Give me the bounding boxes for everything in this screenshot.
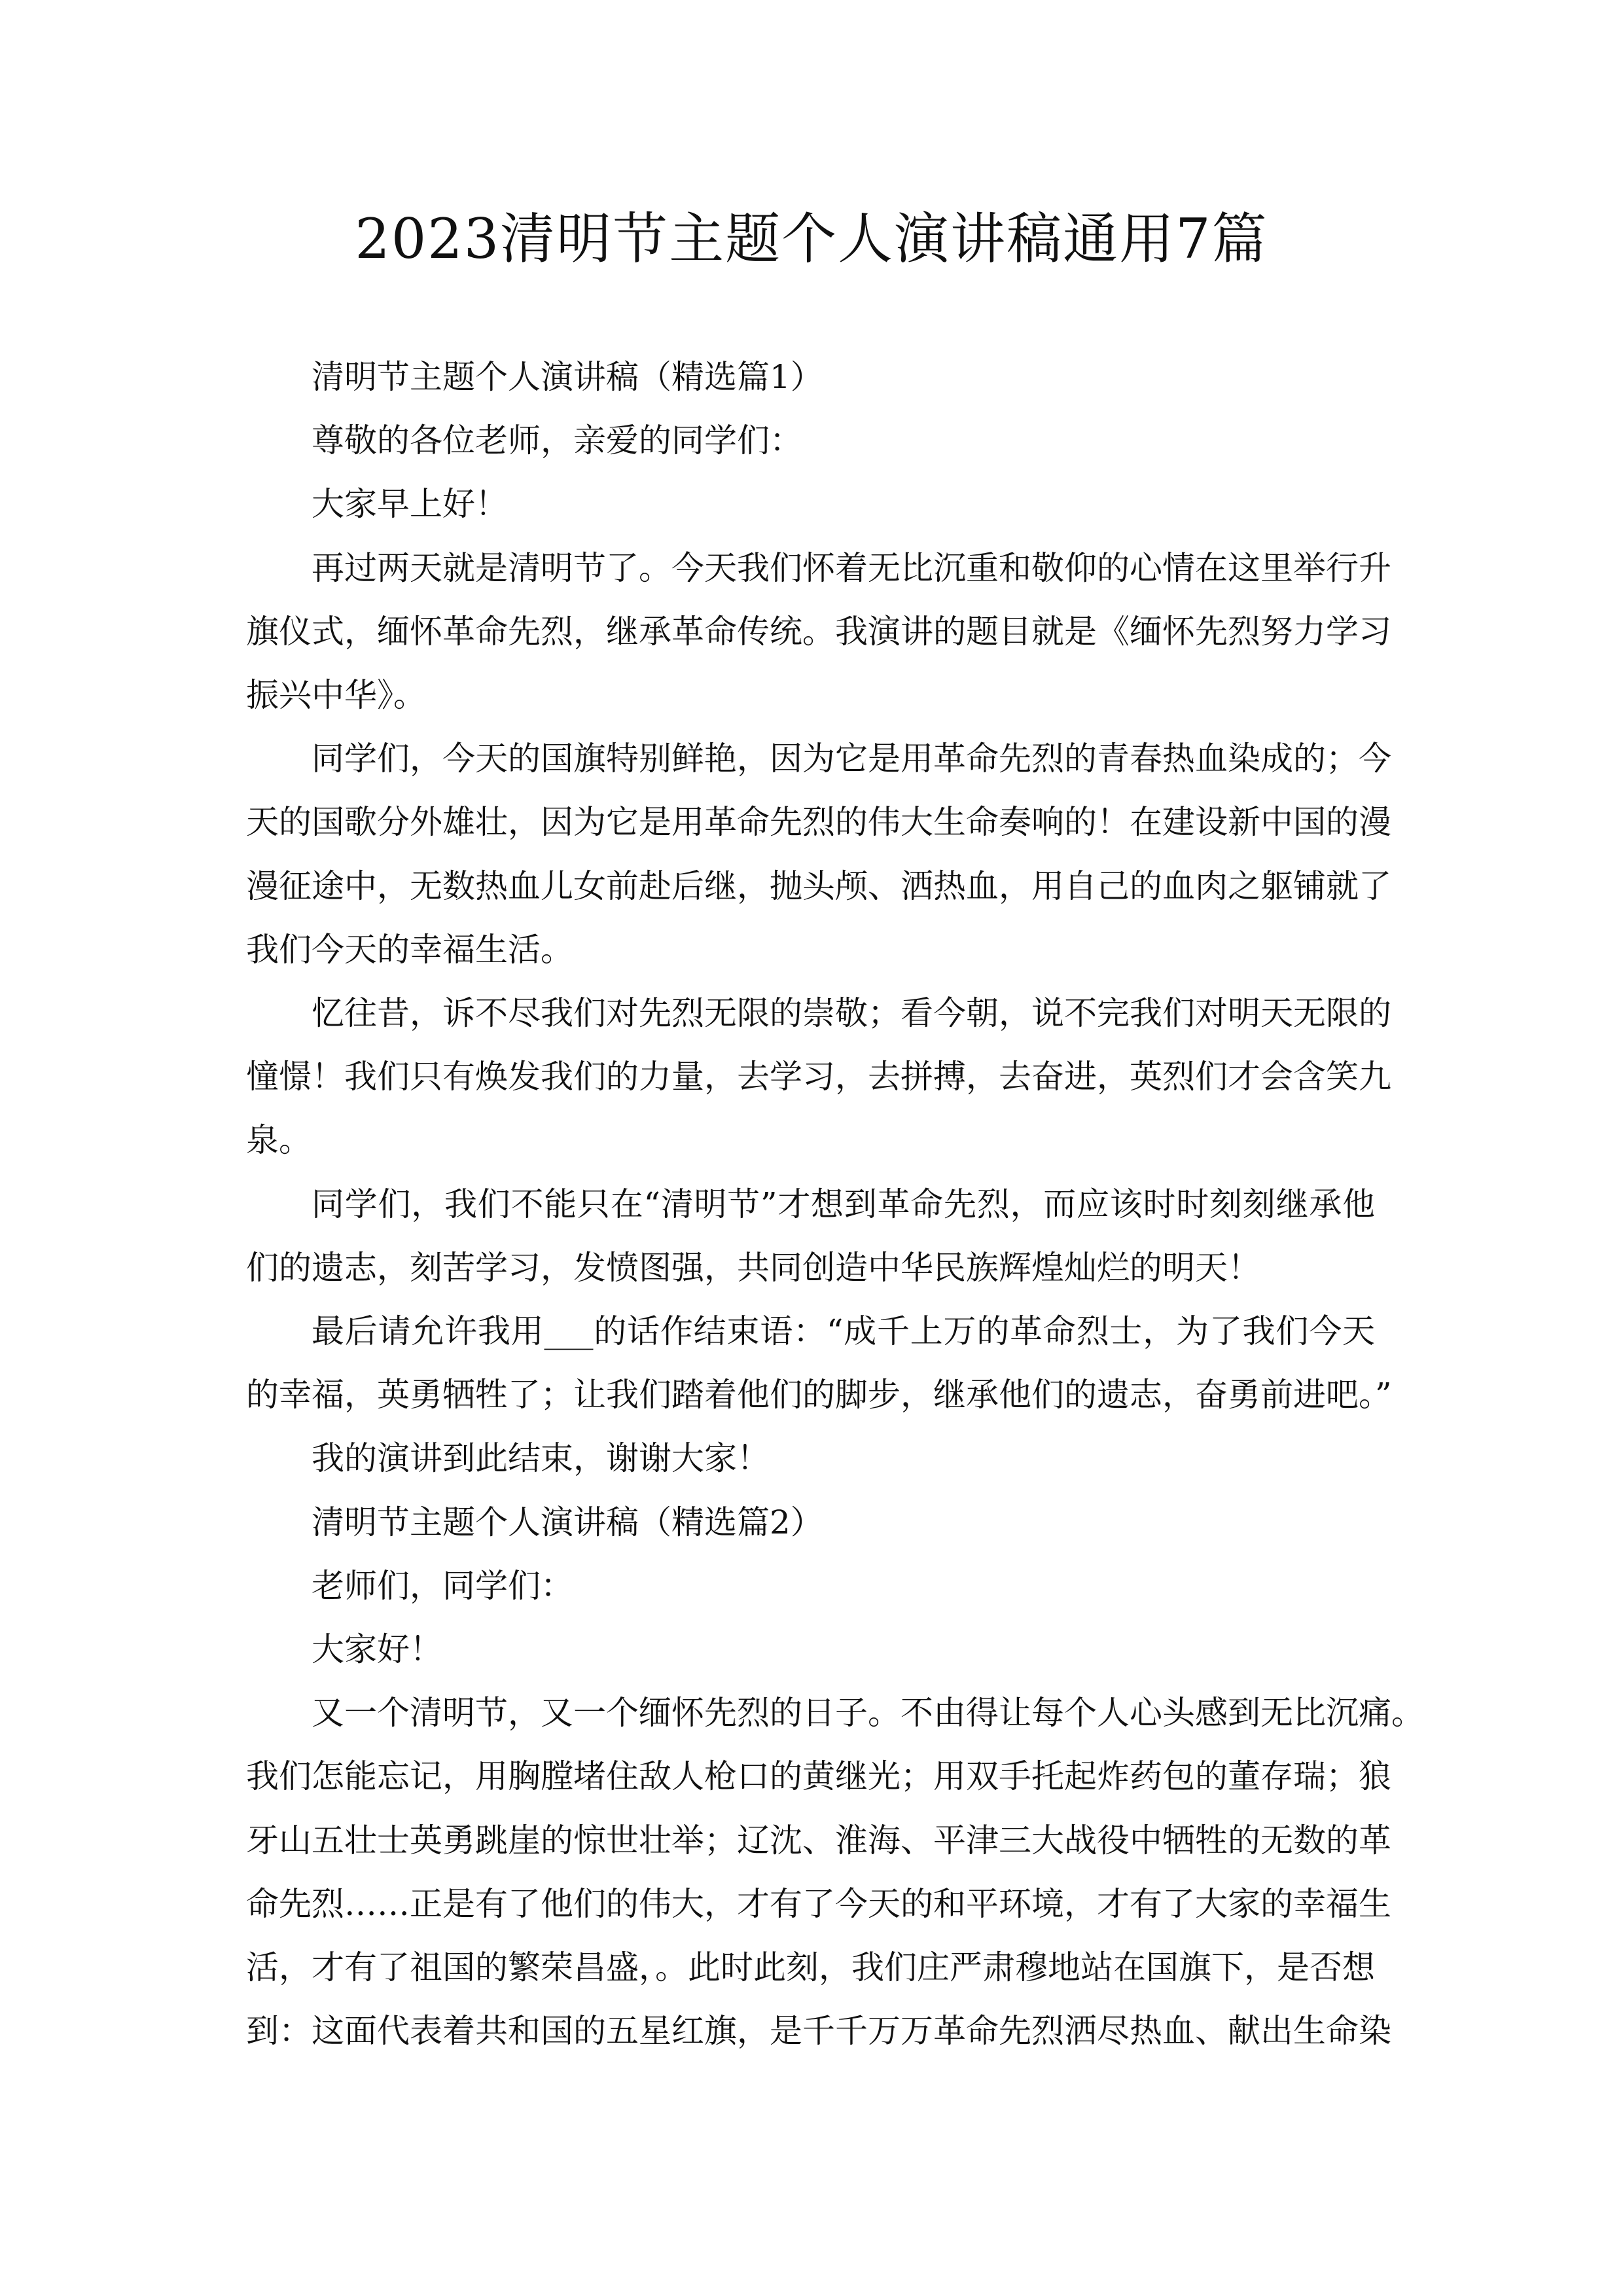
text-line: 天的国歌分外雄壮，因为它是用革命先烈的伟大生命奏响的！在建设新中国的漫 <box>246 803 1391 842</box>
text-line: 牙山五壮士英勇跳崖的惊世壮举；辽沈、淮海、平津三大战役中牺牲的无数的革 <box>246 1821 1391 1859</box>
text-line: 命先烈……正是有了他们的伟大，才有了今天的和平环境，才有了大家的幸福生 <box>246 1884 1391 1923</box>
text-line: 到：这面代表着共和国的五星红旗，是千千万万革命先烈洒尽热血、献出生命染 <box>246 2012 1391 2051</box>
text-line: 最后请允许我用___的话作结束语：“成千上万的革命烈士，为了我们今天 <box>312 1312 1375 1350</box>
text-line: 又一个清明节，又一个缅怀先烈的日子。不由得让每个人心头感到无比沉痛。 <box>312 1694 1424 1732</box>
text-line: 泉。 <box>246 1121 312 1160</box>
text-line: 我的演讲到此结束，谢谢大家！ <box>312 1439 770 1478</box>
text-line: 清明节主题个人演讲稿（精选篇2） <box>312 1503 823 1541</box>
text-line: 憧憬！我们只有焕发我们的力量，去学习，去拼搏，去奋进，英烈们才会含笑九 <box>246 1058 1391 1096</box>
text-line: 振兴中华》。 <box>246 676 426 714</box>
document-title: 2023清明节主题个人演讲稿通用7篇 <box>355 207 1268 271</box>
text-line: 老师们，同学们： <box>312 1566 573 1605</box>
text-line: 大家早上好！ <box>312 485 508 524</box>
text-line: 清明节主题个人演讲稿（精选篇1） <box>312 358 823 396</box>
text-line: 旗仪式，缅怀革命先烈，继承革命传统。我演讲的题目就是《缅怀先烈努力学习 <box>246 612 1391 651</box>
text-line: 活，才有了祖国的繁荣昌盛，。此时此刻，我们庄严肃穆地站在国旗下，是否想 <box>246 1948 1375 1986</box>
text-line: 们的遗志，刻苦学习，发愤图强，共同创造中华民族辉煌灿烂的明天！ <box>246 1248 1260 1287</box>
text-line: 的幸福，英勇牺牲了；让我们踏着他们的脚步，继承他们的遗志，奋勇前进吧。” <box>246 1376 1392 1414</box>
text-line: 同学们，今天的国旗特别鲜艳，因为它是用革命先烈的青春热血染成的；今 <box>312 740 1391 778</box>
text-line: 同学们，我们不能只在“清明节”才想到革命先烈，而应该时时刻刻继承他 <box>312 1185 1375 1223</box>
text-line: 忆往昔，诉不尽我们对先烈无限的崇敬；看今朝，说不完我们对明天无限的 <box>312 994 1391 1032</box>
text-line: 漫征途中，无数热血儿女前赴后继，抛头颅、洒热血，用自己的血肉之躯铺就了 <box>246 867 1391 905</box>
text-line: 我们今天的幸福生活。 <box>246 930 573 969</box>
text-line: 尊敬的各位老师，亲爱的同学们： <box>312 422 802 460</box>
text-line: 再过两天就是清明节了。今天我们怀着无比沉重和敬仰的心情在这里举行升 <box>312 548 1391 587</box>
text-line: 大家好！ <box>312 1630 442 1668</box>
text-line: 我们怎能忘记，用胸膛堵住敌人枪口的黄继光；用双手托起炸药包的董存瑞；狼 <box>246 1757 1391 1796</box>
